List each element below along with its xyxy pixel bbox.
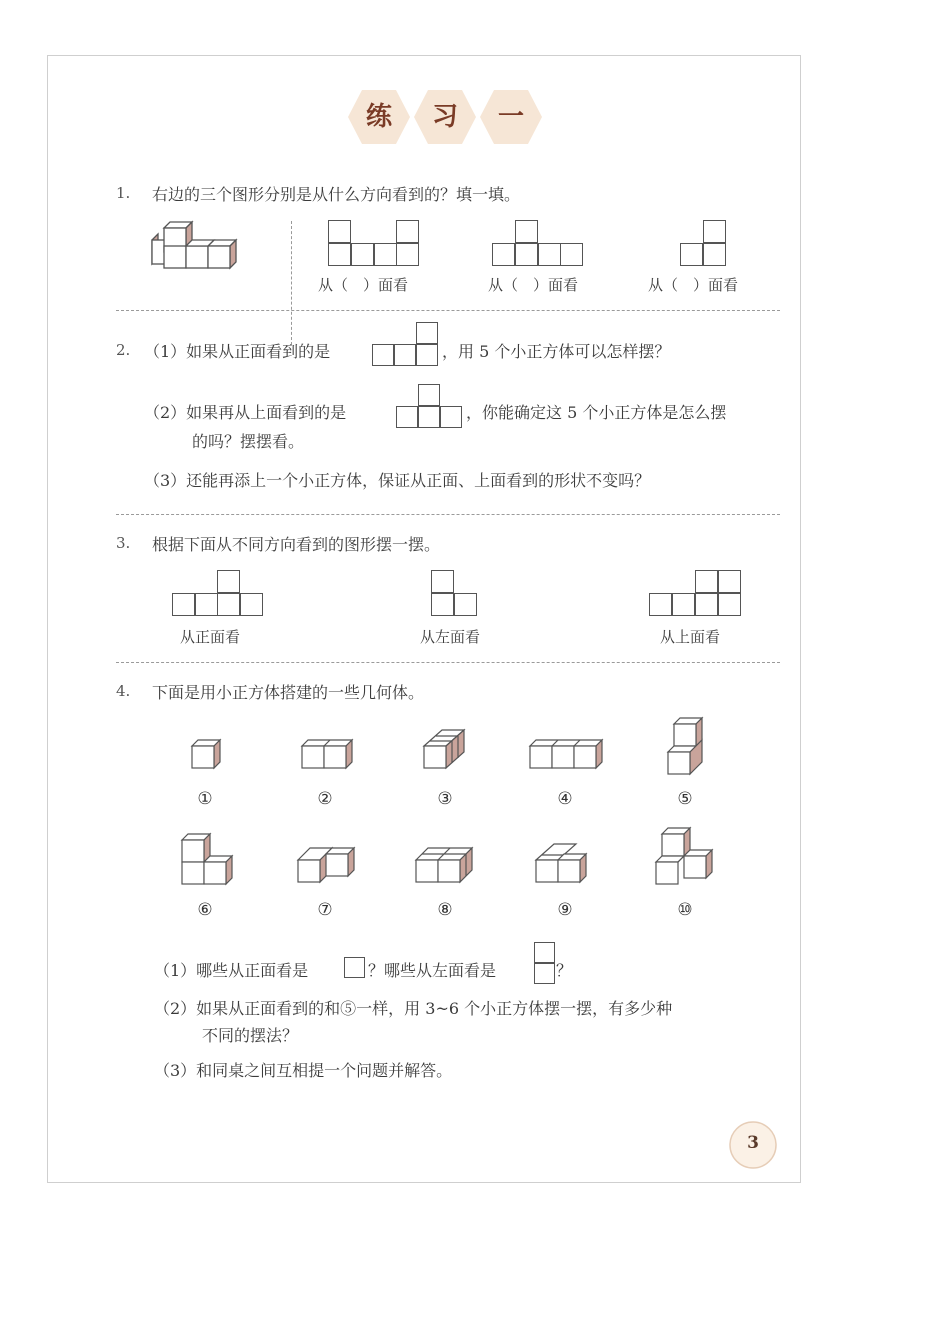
q4-part2-text-a: （2）如果从正面看到的和⑤一样，用 3~6 个小正方体摆一摆，有多少种 [154,999,673,1018]
solid-5-icon [666,716,706,780]
solid-5-label: ⑤ [677,789,693,809]
solid-1-label: ① [197,789,213,809]
q2-part2-text-a: （2）如果再从上面看到的是 [144,403,347,422]
solid-1-icon [190,738,230,774]
q2-part2-text-c: 的吗？摆摆看。 [192,432,305,451]
separator-3 [116,662,780,663]
solid-2-label: ② [317,789,333,809]
solid-3-label: ③ [437,789,453,809]
q4-front-square-icon [344,957,365,978]
solid-10-icon [654,826,718,892]
q4-part1-text-a: （1）哪些从正面看是 [154,961,309,980]
separator-1 [116,310,780,311]
q2-number: 2. [116,341,131,359]
q1-text: 右边的三个图形分别是从什么方向看到的？填一填。 [152,185,521,204]
solid-7-icon [296,846,360,892]
q4-text: 下面是用小正方体搭建的一些几何体。 [152,683,425,702]
title-hexagon-3 [480,90,542,144]
separator-2 [116,514,780,515]
q3-caption-left: 从左面看 [420,628,481,646]
solid-4-label: ④ [557,789,573,809]
solid-9-label: ⑨ [557,900,573,920]
q1-caption-3: 从（ ）面看 [648,276,739,294]
solid-6-icon [180,832,236,892]
solid-10-label: ⑩ [677,900,693,920]
q2-part1-text-b: ，用 5 个小正方体可以怎样摆？ [442,342,671,361]
solid-8-label: ⑧ [437,900,453,920]
page-number: 3 [747,1133,759,1153]
solid-3-icon [422,728,472,778]
q1-divider [291,221,292,345]
q1-caption-1: 从（ ）面看 [318,276,409,294]
solid-6-label: ⑥ [197,900,213,920]
q3-number: 3. [116,534,131,552]
solid-9-icon [534,842,598,892]
q4-part1-text-c: ？ [556,961,573,980]
q3-caption-front: 从正面看 [180,628,241,646]
q3-caption-top: 从上面看 [660,628,721,646]
q2-part1-text-a: （1）如果从正面看到的是 [144,342,331,361]
solid-8-icon [414,846,478,892]
title-char-2: 习 [431,102,458,132]
q4-part2-text-b: 不同的摆法？ [202,1026,299,1045]
solid-7-label: ⑦ [317,900,333,920]
solid-4-icon [528,738,608,774]
solid-2-icon [300,738,360,774]
q4-part3-text: （3）和同桌之间互相提一个问题并解答。 [154,1061,453,1080]
q4-part1-text-b: ？哪些从左面看是 [368,961,497,980]
q1-caption-2: 从（ ）面看 [488,276,579,294]
title-char-3: 一 [497,102,524,132]
workbook-page [47,55,801,1183]
q2-part2-text-b: ，你能确定这 5 个小正方体是怎么摆 [466,403,727,422]
title-hexagon-2 [414,90,476,144]
q1-cube-structure-icon [148,218,248,278]
q1-number: 1. [116,184,131,202]
q3-text: 根据下面从不同方向看到的图形摆一摆。 [152,535,441,554]
q2-part3-text: （3）还能再添上一个小正方体，保证从正面、上面看到的形状不变吗？ [144,471,651,490]
title-hexagon-1 [348,90,410,144]
q4-number: 4. [116,682,131,700]
title-char-1: 练 [365,102,392,132]
